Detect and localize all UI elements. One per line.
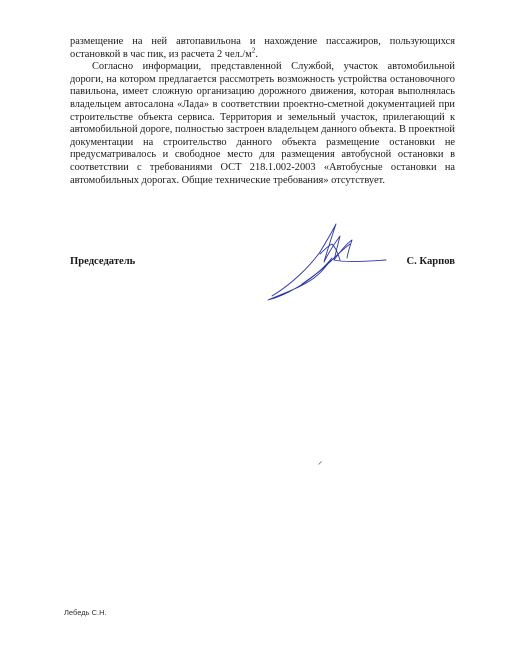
paragraph-2: Согласно информации, представленной Службой, участок автомобильной дороги, на котором предлагается рассмотреть возможность устройства остановочного павильона, имеет сложную организацию дорожного движения, которая выполнялась владельцем автосалона «Лада» в соответствии проектно-сметной документацией при строительстве объекта сервиса. Территория и земельный участок, прилегающий к автомобильной дороге, полностью застроен владельцем данного объекта. В проектной документации на строительство данного объекта размещение остановки не предусматривалось и свободное место для размещения автобусной остановки в соответствии с требованиями ОСТ 218.1.002-2003 «Автобусные остановки на автомобильных дорогах. Общие технические требования» отсутствует. <box>70 61 455 186</box>
paragraph-1-superscript: 2 <box>251 46 256 55</box>
scan-speck-icon <box>318 461 322 465</box>
signatory-role: Председатель <box>70 256 136 267</box>
paragraph-1 <box>70 36 455 61</box>
handwritten-signature-icon <box>262 214 392 304</box>
paragraph-1-tail: . <box>255 48 258 60</box>
letter-body <box>70 36 455 187</box>
executor-footer: Лебедь С.Н. <box>64 608 107 617</box>
paragraph-1-text: размещение на ней автопавильона и нахождение пассажиров, пользующихся остановкой в час пик, из расчета 2 чел./м <box>70 36 455 60</box>
signatory-name: С. Карпов <box>406 256 455 267</box>
